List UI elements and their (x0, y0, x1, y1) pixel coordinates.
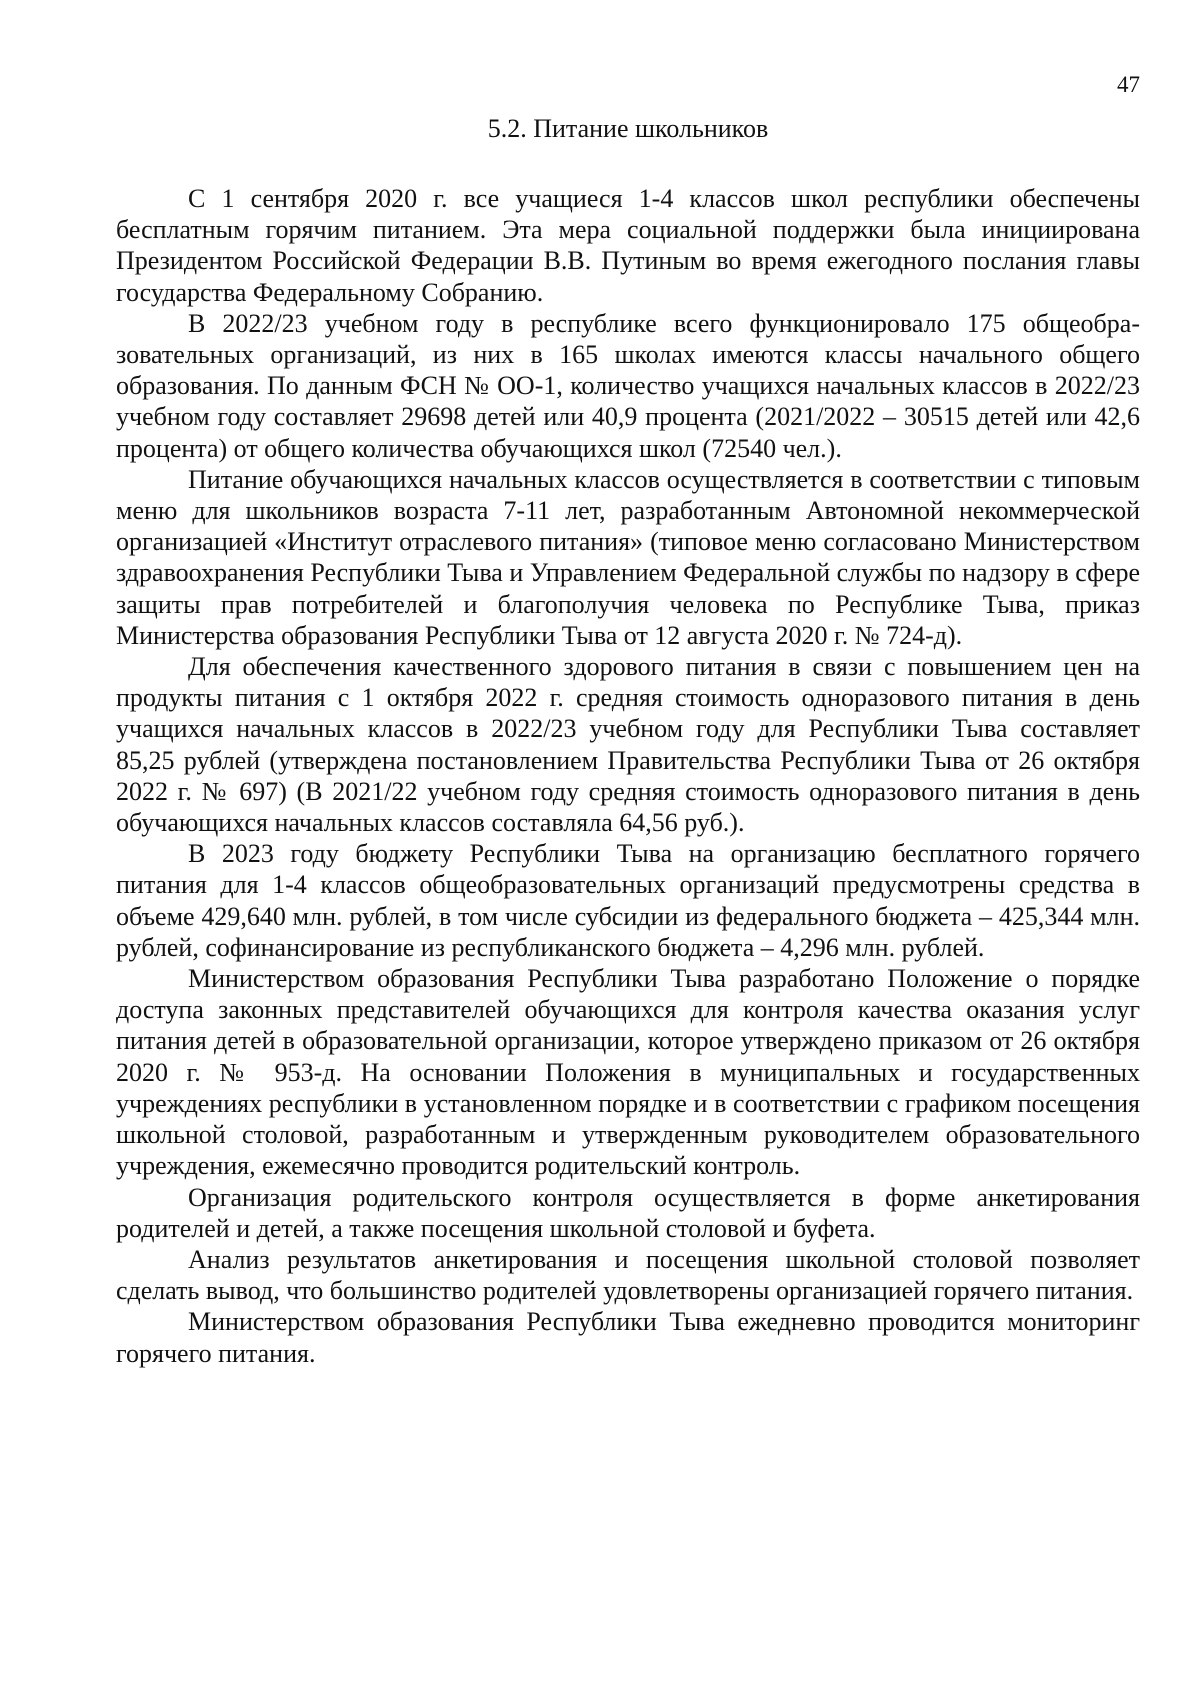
body-text (116, 183, 1140, 1369)
paragraph: Анализ результатов анкетирования и посещения школьной столовой позволяет сделать вывод, что большинство родителей удовлетворены организацией горячего питания. (116, 1244, 1140, 1306)
paragraph: С 1 сентября 2020 г. все учащиеся 1-4 классов школ республики обеспечены бесплатным горячим питанием. Эта мера социальной поддержки была инициирована Президентом Российской Федерации В.В. Путиным во время ежегодного послания главы государства Федеральному Собранию. (116, 184, 1140, 307)
paragraph: Министерством образования Республики Тыва ежедневно проводится мониторинг горячего питания. (116, 1307, 1140, 1368)
paragraph: Министерством образования Республики Тыва разработано Положение о порядке доступа законных представителей обучающихся для контроля качества оказания услуг питания детей в образовательной организации, которое утверждено приказом от 26 октября 2020 г. № 953-д. На основании Положения в муниципальных и государственных учреждениях республики в установленном порядке и в соответствии с графиком посещения школьной столовой, разработанным и утвержденным руководителем образовательного учреждения, ежемесячно проводится родительский контроль. (116, 964, 1140, 1181)
paragraph: Для обеспечения качественного здорового питания в связи с повышением цен на продукты питания с 1 октября 2022 г. средняя стоимость одноразового питания в день учащихся начальных классов в 2022/23 учебном году для Республики Тыва составляет 85,25 рублей (утверждена постановлением Правительства Республики Тыва от 26 октября 2022 г. № 697) (В 2021/22 учебном году средняя стоимость одноразового питания в день обучающихся начальных классов составляла 64,56 руб.). (116, 652, 1140, 838)
paragraph: В 2022/23 учебном году в республике всего функционировало 175 общеобразовательных организаций, из них в 165 школах имеются классы начального общего образования. По данным ФСН № ОО-1, количество учащихся начальных классов в 2022/23 учебном году составляет 29698 детей или 40,9 процента (2021/2022 – 30515 детей или 42,6 процента) от общего количества обучающихся школ (72540 чел.). (116, 308, 1140, 463)
paragraph: В 2023 году бюджету Республики Тыва на организацию бесплатного горячего питания для 1-4 классов общеобразовательных организаций предусмотрены средства в объеме 429,640 млн. рублей, в том числе субсидии из федерального бюджета – 425,344 млн. рублей, софинансирование из республиканского бюджета – 4,296 млн. рублей. (116, 839, 1140, 962)
section-title: 5.2. Питание школьников (487, 114, 769, 143)
paragraph: Питание обучающихся начальных классов осуществляется в соответствии с типовым меню для школьников возраста 7-11 лет, разработанным Автономной некоммерческой организацией «Институт отраслевого питания» (типовое меню согласовано Министерством здравоохранения Республики Тыва и Управлением Федеральной службы по надзору в сфере защиты прав потребителей и благополучия человека по Республике Тыва, приказ Министерства образования Республики Тыва от 12 августа 2020 г. № 724-д). (116, 464, 1140, 650)
page-number: 47 (1117, 72, 1140, 97)
paragraph: Организация родительского контроля осуществляется в форме анкетирования родителей и детей, а также посещения школьной столовой и буфета. (116, 1182, 1140, 1243)
